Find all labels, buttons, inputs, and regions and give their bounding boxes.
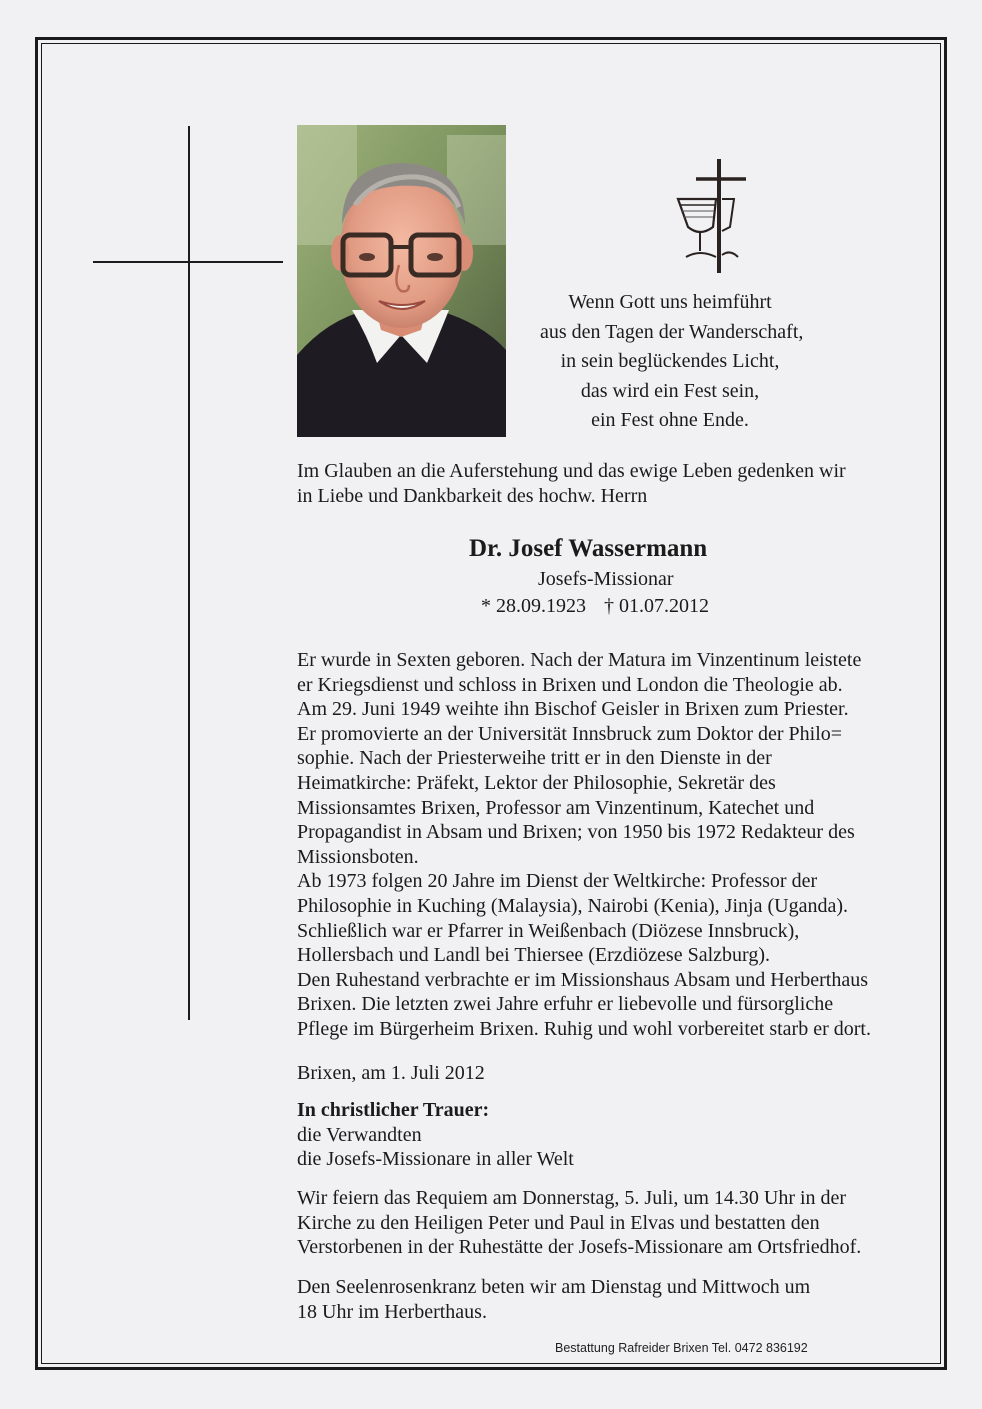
place-date: Brixen, am 1. Juli 2012 [297, 1062, 485, 1084]
cross-chalice-icon [668, 155, 780, 277]
mourners [297, 1098, 574, 1172]
biography-line: Missionsamtes Brixen, Professor am Vinzentinum, Katechet und [297, 796, 815, 819]
requiem-line: Kirche zu den Heiligen Peter und Paul in Elvas und bestatten den [297, 1211, 820, 1234]
poem-line: Wenn Gott uns heimführt [568, 291, 772, 313]
biography [297, 648, 871, 1042]
rosary-notice [297, 1275, 810, 1324]
biography-line: Am 29. Juni 1949 weihte ihn Bischof Geisler in Brixen zum Priester. [297, 698, 849, 721]
biography-line: Schließlich war er Pfarrer in Weißenbach (Diözese Innsbruck), [297, 919, 800, 942]
intro-line: in Liebe und Dankbarkeit des hochw. Herrn [297, 484, 648, 507]
birth-date: * 28.09.1923 [481, 595, 586, 617]
biography-line: Hollersbach und Landl bei Thiersee (Erzdiözese Salzburg). [297, 944, 770, 967]
poem-line: in sein beglückendes Licht, [560, 350, 780, 372]
biography-line: Den Ruhestand verbrachte er im Missionshaus Absam und Herberthaus [297, 968, 868, 991]
biography-line: Er promovierte an der Universität Innsbruck zum Doktor der Philo= [297, 722, 843, 745]
biography-line: Er wurde in Sexten geboren. Nach der Matura im Vinzentinum leistete [297, 649, 862, 671]
poem-line: ein Fest ohne Ende. [591, 409, 749, 431]
biography-line: Missionsboten. [297, 845, 419, 868]
deceased-subtitle: Josefs-Missionar [538, 568, 674, 590]
biography-line: Ab 1973 folgen 20 Jahre im Dienst der Weltkirche: Professor der [297, 870, 818, 893]
biography-line: Propagandist in Absam und Brixen; von 1950 bis 1972 Redakteur des [297, 821, 855, 844]
deceased-name: Dr. Josef Wassermann [469, 535, 708, 562]
life-dates [481, 593, 709, 619]
death-date: † 01.07.2012 [604, 595, 709, 617]
intro-text [297, 459, 846, 508]
biography-line: Philosophie in Kuching (Malaysia), Nairobi (Kenia), Jinja (Uganda). [297, 894, 848, 917]
poem [540, 288, 804, 436]
intro-line: Im Glauben an die Auferstehung und das ewige Leben gedenken wir [297, 460, 846, 482]
requiem-notice [297, 1186, 861, 1260]
portrait-photo [297, 125, 506, 437]
poem-line: aus den Tagen der Wanderschaft, [540, 320, 804, 343]
biography-line: Brixen. Die letzten zwei Jahre erfuhr er liebevolle und fürsorgliche [297, 993, 834, 1016]
mourners-heading: In christlicher Trauer: [297, 1099, 490, 1121]
biography-line: Heimatkirche: Präfekt, Lektor der Philosophie, Sekretär des [297, 771, 776, 794]
biography-line: er Kriegsdienst und schloss in Brixen und London die Theologie ab. [297, 673, 843, 696]
cross-horizontal-line [93, 261, 283, 263]
mourner-line: die Verwandten [297, 1123, 422, 1146]
biography-line: Pflege im Bürgerheim Brixen. Ruhig und wohl vorbereitet starb er dort. [297, 1017, 871, 1040]
rosary-line: 18 Uhr im Herberthaus. [297, 1300, 487, 1323]
requiem-line: Verstorbenen in der Ruhestätte der Josefs-Missionare am Ortsfriedhof. [297, 1236, 862, 1259]
requiem-line: Wir feiern das Requiem am Donnerstag, 5. Juli, um 14.30 Uhr in der [297, 1187, 847, 1209]
poem-line: das wird ein Fest sein, [580, 379, 760, 402]
rosary-line: Den Seelenrosenkranz beten wir am Dienstag und Mittwoch um [297, 1276, 811, 1298]
funeral-home-footer: Bestattung Rafreider Brixen Tel. 0472 836192 [555, 1341, 808, 1355]
mourner-line: die Josefs-Missionare in aller Welt [297, 1148, 574, 1171]
biography-line: sophie. Nach der Priesterweihe tritt er in den Dienste in der [297, 747, 772, 770]
